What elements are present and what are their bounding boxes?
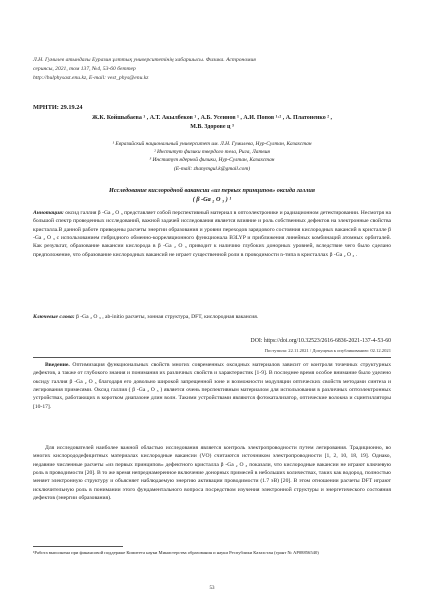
abstract xyxy=(33,209,391,259)
keywords-text: β -Ga ₂ O ₃ , ab-initio расчеты, зонная структура, DFT, кислородная вакансия. xyxy=(74,314,259,320)
section-divider xyxy=(33,357,391,358)
author-line-2: М.В. Здорове ц ³ xyxy=(190,124,234,130)
journal-header xyxy=(33,56,391,83)
affiliation-3: ³ Институт ядерной физики, Нур-Султан, Казахстан xyxy=(149,157,275,164)
keywords xyxy=(33,313,391,321)
page-number: 53 xyxy=(209,586,215,591)
journal-header-line-2: сериясы, 2021, том 137, №4, 53-60 беттер xyxy=(33,66,136,72)
article-page xyxy=(33,0,391,600)
mrnti-code: МРНТИ: 29.19.24 xyxy=(33,104,83,111)
introduction-label: Введение. xyxy=(45,362,70,368)
affiliation-1: ¹ Евразийский национальный университет им. Л.Н. Гумилева, Нур-Султан, Казахстан xyxy=(112,141,312,147)
introduction-paragraph-1 xyxy=(33,361,391,411)
author-list xyxy=(33,114,391,132)
introduction-paragraph-2: Для исследователей наиболее важной областью исследования является контроль электропроводности путем легирования. Традиционно, во многих кислорододефицитных материалах кислородные вакансии (VO) считаются источником электропроводности [1, 2, 10, 18, 19]. Однако, недавние численные расчеты «из первых принципов» дефектного кристалла β -Ga ₂ O ₃ показали, что кислородные вакансии не играют ключевую роль в проводимости [20]. В то же время непреднамеренное включение донорных примесей в небольших количествах, таких как водород, полностью меняет электронную структуру и объясняет наблюдаемую энергию активации проводимости (1.7 эВ) [20]. В этом отношении расчеты DFT играют исключительную роль в понимании этого фундаментального вопроса посредством изучения электронной структуры и энергетического состояния дефектов (энергии образования). xyxy=(33,445,391,502)
funding-footnote: ¹Работа выполнена при финансовой поддержке Комитета науки Министерства образования и науки Республики Казахстан (грант № AP08856540) xyxy=(33,550,319,555)
publication-dates: Поступила: 22.11.2021 / Допущена к опубликованию: 02.12.2021 xyxy=(264,348,391,353)
keywords-label: Ключевые слова: xyxy=(33,314,75,320)
journal-header-line-1: Л.Н. Гумилев атындағы Еуразия ұлттық университетінің хабаршысы. Физика. Астрономия xyxy=(33,57,256,63)
title-line-2: ( β -Ga ₂ O ₃ ) ¹ xyxy=(192,196,232,203)
introduction-text: Оптимизация функциональных свойств многих современных оксидных материалов зависит от контроля точечных структурных дефектов, а также от глубокого знания и понимания их различных свойств и характеристик [1-9]. В последнее время особое внимание было уделено оксиду галлия β -Ga ₂ O ₃ благодаря его довольно широкой запрещенной зоне и возможности модуляции оптических свойств методами синтеза и легирования примесями. Оксид галлия ( β -Ga ₂ O ₃ ) является очень перспективным материалом для использования в различных оптоэлектронных устройствах, работающих в коротком диапазоне длин волн. Такими устройствами являются фотокатализатор, оптические волокна и сцинтилляторы [10-17]. xyxy=(33,362,391,410)
article-title xyxy=(33,186,391,204)
abstract-text: оксид галлия β -Ga ₂ O ₃ представляет собой перспективный материал в оптоэлектронике и радиационном детектировании. Несмотря на большой спектр проведенных исследований, важной задачей исследования является влияние и роль собственных дефектов на электронные свойства кристалла.В данной работе приведены расчеты энергии образования и уровни переходов зарядового состояния кислородных вакансий в кристалле β -Ga ₂ O ₃ с использованием гибридного обменно-корреляционного функционала B3LYP и приближения линейных комбинаций атомных орбиталей. Как результат, образование вакансии кислорода в β -Ga ₂ O ₃ приводит к наличию глубоких донорных уровней, вследствие чего было сделано предположение, что образование кислородных вакансий не играет существенной роли в проводимости n-типа в кристаллах β -Ga ₂ O ₃ . xyxy=(33,210,391,258)
affiliation-2: ² Институт физики твердого тела, Рига, Латвия xyxy=(154,149,270,156)
contact-email: (E-mail: zhanymgul.k@gmail.com) xyxy=(173,165,251,172)
journal-header-line-3: http://bulphysast.enu.kz, E-mail: vest_phys@enu.kz xyxy=(33,75,149,81)
author-line-1: Ж.К. Койшыбаева ¹ , А.Т. Акылбеков ¹ , А.Б. Усеинов ¹ , А.И. Попов ¹·² , А. Платоненко ² , xyxy=(91,115,333,121)
footnote-divider xyxy=(33,546,123,547)
doi-link[interactable]: DOI: https://doi.org/10.32523/2616-6836-2021-137-4-53-60 xyxy=(250,338,391,344)
title-line-1: Исследование кислородной вакансии «из первых принципов» оксида галлия xyxy=(109,187,315,194)
affiliations xyxy=(33,140,391,173)
abstract-label: Аннотация: xyxy=(33,210,64,216)
